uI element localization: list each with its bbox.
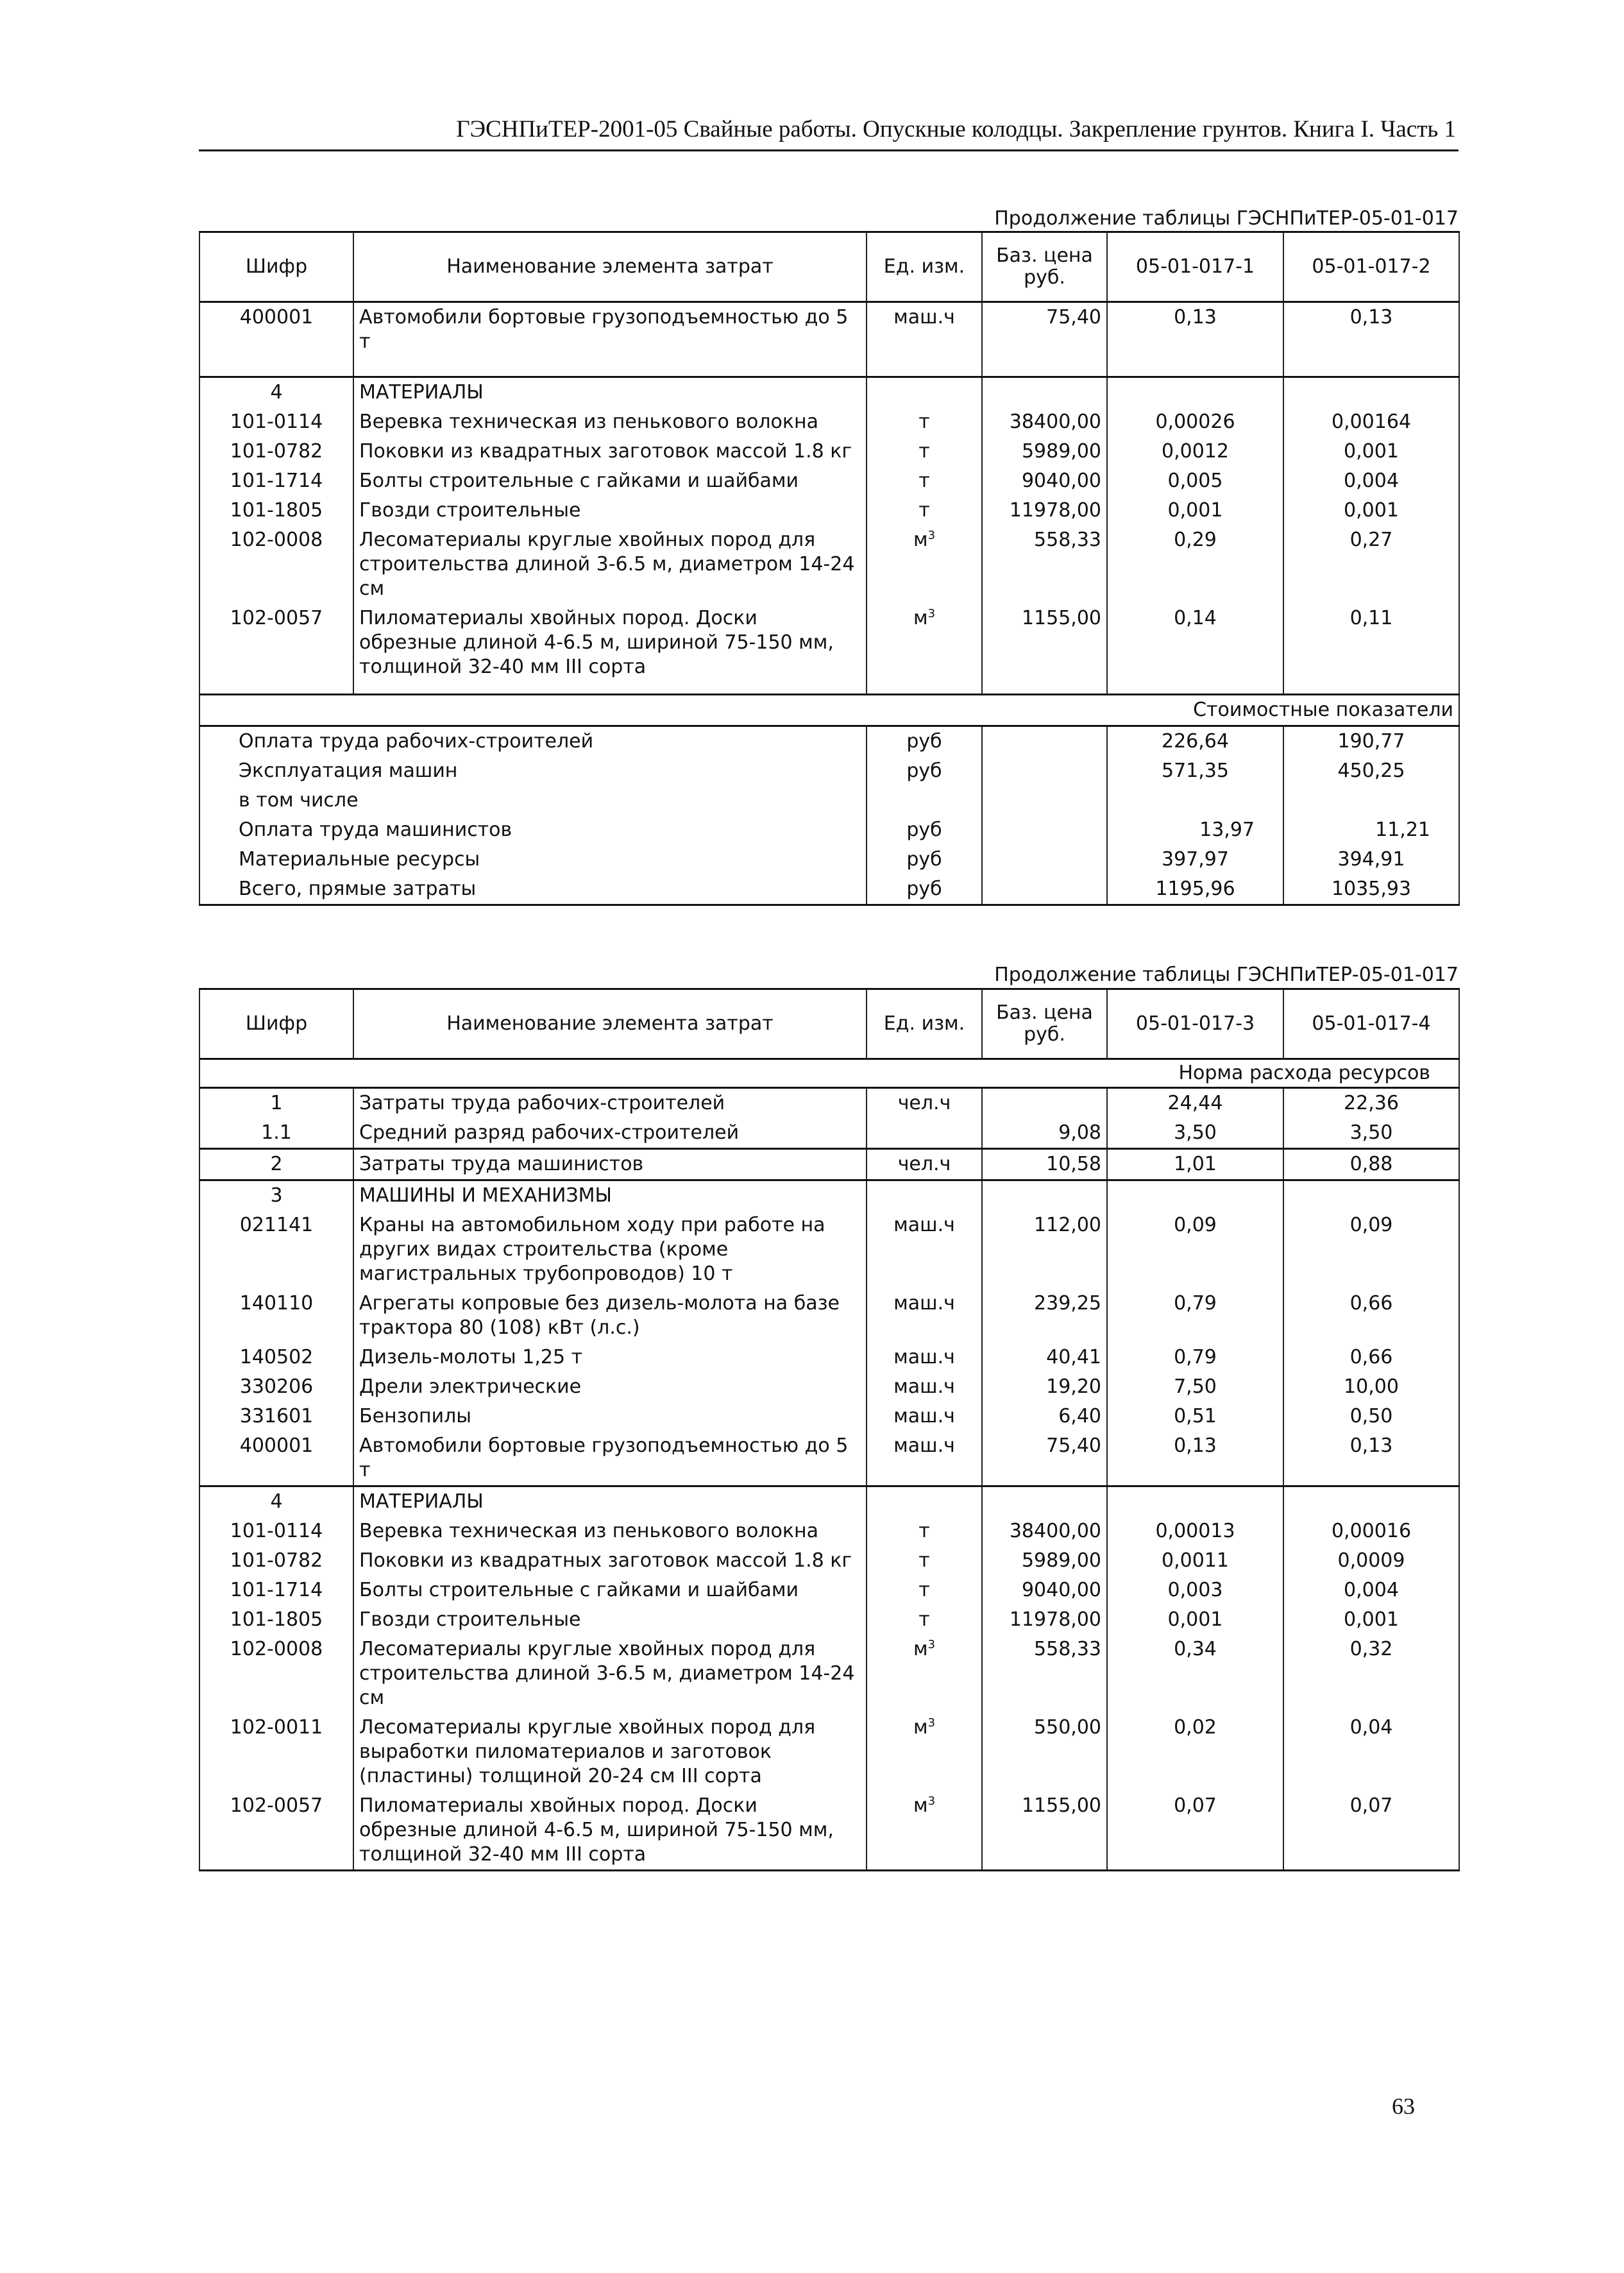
summary-unit: руб bbox=[867, 874, 982, 905]
row-price: 38400,00 bbox=[982, 1517, 1107, 1546]
header-col4: 05-01-017-4 bbox=[1283, 989, 1459, 1059]
row-v2: 0,001 bbox=[1283, 437, 1459, 466]
table1-caption: Продолжение таблицы ГЭСНПиТЕР-05-01-017 bbox=[994, 207, 1459, 230]
row-v2: 0,07 bbox=[1283, 1791, 1459, 1871]
table-row bbox=[199, 1713, 1459, 1791]
row-name: Агрегаты копровые без дизель-молота на базе трактора 80 (108) кВт (л.с.) bbox=[353, 1289, 867, 1343]
row-name: Средний разряд рабочих-строителей bbox=[353, 1118, 867, 1149]
summary-label: Эксплуатация машин bbox=[199, 756, 867, 786]
row-price: 38400,00 bbox=[982, 407, 1107, 437]
row-v1: 0,001 bbox=[1107, 1605, 1283, 1635]
summary-v2: 1035,93 bbox=[1283, 874, 1459, 905]
row-v2: 0,09 bbox=[1283, 1211, 1459, 1289]
row-code: 331601 bbox=[199, 1402, 353, 1431]
row-name: Дрели электрические bbox=[353, 1372, 867, 1402]
summary-title: Стоимостные показатели bbox=[199, 695, 1459, 726]
row-price: 5989,00 bbox=[982, 437, 1107, 466]
unit-text: м bbox=[913, 1716, 928, 1739]
row-unit: т bbox=[867, 1576, 982, 1605]
summary-row bbox=[199, 726, 1459, 757]
summary-label: Оплата труда рабочих-строителей bbox=[199, 726, 867, 757]
table-row bbox=[199, 1211, 1459, 1289]
table-row bbox=[199, 437, 1459, 466]
summary-unit: руб bbox=[867, 726, 982, 757]
row-v1: 0,79 bbox=[1107, 1289, 1283, 1343]
table-row bbox=[199, 1088, 1459, 1119]
row-price: 558,33 bbox=[982, 1635, 1107, 1713]
row-name: Веревка техническая из пенькового волокна bbox=[353, 407, 867, 437]
row-v1: 0,09 bbox=[1107, 1211, 1283, 1289]
row-name: Гвозди строительные bbox=[353, 1605, 867, 1635]
row-price: 40,41 bbox=[982, 1343, 1107, 1372]
row-price: 6,40 bbox=[982, 1402, 1107, 1431]
row-price: 1155,00 bbox=[982, 1791, 1107, 1871]
row-price: 239,25 bbox=[982, 1289, 1107, 1343]
row-name: Болты строительные с гайками и шайбами bbox=[353, 466, 867, 496]
row-code: 330206 bbox=[199, 1372, 353, 1402]
row-unit: маш.ч bbox=[867, 1431, 982, 1486]
row-price: 9,08 bbox=[982, 1118, 1107, 1149]
header-col1: 05-01-017-1 bbox=[1107, 232, 1283, 302]
row-name: Пиломатериалы хвойных пород. Доски обрезные длиной 4-6.5 м, шириной 75-150 мм, толщиной 32-40 мм III сорта bbox=[353, 604, 867, 682]
row-unit bbox=[867, 1118, 982, 1149]
header-code: Шифр bbox=[199, 232, 353, 302]
row-v1: 0,79 bbox=[1107, 1343, 1283, 1372]
row-v1: 0,14 bbox=[1107, 604, 1283, 682]
summary-label: в том числе bbox=[199, 786, 867, 815]
row-v2: 0,0009 bbox=[1283, 1546, 1459, 1576]
row-price: 75,40 bbox=[982, 1431, 1107, 1486]
row-v1: 0,51 bbox=[1107, 1402, 1283, 1431]
row-code: 101-1805 bbox=[199, 1605, 353, 1635]
row-code: 4 bbox=[199, 377, 353, 408]
row-v2: 0,27 bbox=[1283, 525, 1459, 604]
row-unit: $м^3$ bbox=[867, 604, 982, 682]
row-code: 4 bbox=[199, 1486, 353, 1517]
row-code: 102-0008 bbox=[199, 525, 353, 604]
table-row bbox=[199, 525, 1459, 604]
row-name: Поковки из квадратных заготовок массой 1.8 кг bbox=[353, 437, 867, 466]
row-name: Лесоматериалы круглые хвойных пород для выработки пиломатериалов и заготовок (пластины) толщиной 20-24 см III сорта bbox=[353, 1713, 867, 1791]
row-unit: маш.ч bbox=[867, 1211, 982, 1289]
row-price: 9040,00 bbox=[982, 466, 1107, 496]
row-code: 400001 bbox=[199, 302, 353, 377]
row-v1: 0,34 bbox=[1107, 1635, 1283, 1713]
table-row bbox=[199, 496, 1459, 525]
section-title: МАТЕРИАЛЫ bbox=[353, 1486, 867, 1517]
row-v2: 22,36 bbox=[1283, 1088, 1459, 1119]
row-name: Лесоматериалы круглые хвойных пород для строительства длиной 3-6.5 м, диаметром 14-24 см bbox=[353, 1635, 867, 1713]
summary-v2: 450,25 bbox=[1283, 756, 1459, 786]
row-code: 101-0114 bbox=[199, 407, 353, 437]
summary-v2: 394,91 bbox=[1283, 845, 1459, 874]
row-unit: т bbox=[867, 1605, 982, 1635]
row-code: 3 bbox=[199, 1180, 353, 1211]
summary-title-row bbox=[199, 695, 1459, 726]
row-v2: 0,13 bbox=[1283, 302, 1459, 377]
row-price: 10,58 bbox=[982, 1149, 1107, 1180]
row-v2: 0,004 bbox=[1283, 466, 1459, 496]
row-unit: $м^3$ bbox=[867, 1635, 982, 1713]
unit-text: м bbox=[913, 607, 928, 629]
row-v1: 0,00013 bbox=[1107, 1517, 1283, 1546]
row-v2: 0,66 bbox=[1283, 1343, 1459, 1372]
table-row bbox=[199, 1118, 1459, 1149]
row-price: 5989,00 bbox=[982, 1546, 1107, 1576]
row-v2: 3,50 bbox=[1283, 1118, 1459, 1149]
table-row bbox=[199, 1149, 1459, 1180]
row-v2: 0,00016 bbox=[1283, 1517, 1459, 1546]
summary-unit: руб bbox=[867, 756, 982, 786]
table-row bbox=[199, 1635, 1459, 1713]
row-name: Бензопилы bbox=[353, 1402, 867, 1431]
row-unit: т bbox=[867, 437, 982, 466]
row-code: 140502 bbox=[199, 1343, 353, 1372]
table1 bbox=[199, 231, 1460, 906]
row-name: Дизель-молоты 1,25 т bbox=[353, 1343, 867, 1372]
row-v1: 0,001 bbox=[1107, 496, 1283, 525]
summary-label: Всего, прямые затраты bbox=[199, 874, 867, 905]
row-unit: $м^3$ bbox=[867, 1791, 982, 1871]
row-v1: 0,00026 bbox=[1107, 407, 1283, 437]
table-row bbox=[199, 302, 1459, 377]
table1-header-row bbox=[199, 232, 1459, 302]
table-row bbox=[199, 1576, 1459, 1605]
row-unit: т bbox=[867, 466, 982, 496]
row-v2: 0,13 bbox=[1283, 1431, 1459, 1486]
unit-text: м bbox=[913, 1794, 928, 1817]
summary-v1: 397,97 bbox=[1107, 845, 1283, 874]
row-code: 101-0114 bbox=[199, 1517, 353, 1546]
row-price: 11978,00 bbox=[982, 496, 1107, 525]
header-col3: 05-01-017-3 bbox=[1107, 989, 1283, 1059]
summary-label: Оплата труда машинистов bbox=[199, 815, 867, 845]
row-v2: 0,04 bbox=[1283, 1713, 1459, 1791]
row-v1: 0,005 bbox=[1107, 466, 1283, 496]
header-price: Баз. цена руб. bbox=[982, 989, 1107, 1059]
row-unit: маш.ч bbox=[867, 302, 982, 377]
row-v1: 0,13 bbox=[1107, 1431, 1283, 1486]
row-v2: 10,00 bbox=[1283, 1372, 1459, 1402]
row-v1: 3,50 bbox=[1107, 1118, 1283, 1149]
summary-v1: 13,97 bbox=[1107, 815, 1283, 845]
row-unit: $м^3$ bbox=[867, 1713, 982, 1791]
table-row bbox=[199, 407, 1459, 437]
row-code: 1.1 bbox=[199, 1118, 353, 1149]
row-unit: т bbox=[867, 496, 982, 525]
table-row bbox=[199, 466, 1459, 496]
row-name: Веревка техническая из пенькового волокна bbox=[353, 1517, 867, 1546]
row-price: 19,20 bbox=[982, 1372, 1107, 1402]
row-unit: т bbox=[867, 407, 982, 437]
row-name: Гвозди строительные bbox=[353, 496, 867, 525]
row-v1: 0,07 bbox=[1107, 1791, 1283, 1871]
table-row bbox=[199, 1402, 1459, 1431]
row-code: 102-0057 bbox=[199, 1791, 353, 1871]
row-unit: маш.ч bbox=[867, 1343, 982, 1372]
section-row bbox=[199, 377, 1459, 408]
row-name: Затраты труда машинистов bbox=[353, 1149, 867, 1180]
row-v2: 0,001 bbox=[1283, 1605, 1459, 1635]
table-row bbox=[199, 1372, 1459, 1402]
row-unit: $м^3$ bbox=[867, 525, 982, 604]
table2-header-row bbox=[199, 989, 1459, 1059]
header-name: Наименование элемента затрат bbox=[353, 989, 867, 1059]
row-v1: 7,50 bbox=[1107, 1372, 1283, 1402]
section-row bbox=[199, 1180, 1459, 1211]
row-code: 1 bbox=[199, 1088, 353, 1119]
row-price: 9040,00 bbox=[982, 1576, 1107, 1605]
row-code: 102-0008 bbox=[199, 1635, 353, 1713]
row-price: 558,33 bbox=[982, 525, 1107, 604]
row-unit: чел.ч bbox=[867, 1149, 982, 1180]
section-title: МАШИНЫ И МЕХАНИЗМЫ bbox=[353, 1180, 867, 1211]
row-name: Лесоматериалы круглые хвойных пород для строительства длиной 3-6.5 м, диаметром 14-24 см bbox=[353, 525, 867, 604]
table-row bbox=[199, 1791, 1459, 1871]
header-code: Шифр bbox=[199, 989, 353, 1059]
summary-v2: 190,77 bbox=[1283, 726, 1459, 757]
row-name: Поковки из квадратных заготовок массой 1.8 кг bbox=[353, 1546, 867, 1576]
section-row bbox=[199, 1486, 1459, 1517]
row-code: 102-0057 bbox=[199, 604, 353, 682]
summary-row bbox=[199, 786, 1459, 815]
row-code: 101-0782 bbox=[199, 1546, 353, 1576]
table-row bbox=[199, 1431, 1459, 1486]
row-v1: 0,003 bbox=[1107, 1576, 1283, 1605]
row-price: 11978,00 bbox=[982, 1605, 1107, 1635]
unit-text: м bbox=[913, 1638, 928, 1660]
header-unit: Ед. изм. bbox=[867, 232, 982, 302]
row-price bbox=[982, 1088, 1107, 1119]
row-code: 400001 bbox=[199, 1431, 353, 1486]
summary-unit: руб bbox=[867, 815, 982, 845]
row-code: 102-0011 bbox=[199, 1713, 353, 1791]
section-title: МАТЕРИАЛЫ bbox=[353, 377, 867, 408]
row-v2: 0,66 bbox=[1283, 1289, 1459, 1343]
row-name: Краны на автомобильном ходу при работе на других видах строительства (кроме магистральных трубопроводов) 10 т bbox=[353, 1211, 867, 1289]
row-code: 021141 bbox=[199, 1211, 353, 1289]
row-v2: 0,50 bbox=[1283, 1402, 1459, 1431]
row-name: Автомобили бортовые грузоподъемностью до 5 т bbox=[353, 1431, 867, 1486]
header-price: Баз. цена руб. bbox=[982, 232, 1107, 302]
table-row bbox=[199, 1546, 1459, 1576]
header-name: Наименование элемента затрат bbox=[353, 232, 867, 302]
page-header: ГЭСНПиТЕР-2001-05 Свайные работы. Опускные колодцы. Закрепление грунтов. Книга I. Часть 1 bbox=[456, 116, 1456, 142]
row-v2: 0,001 bbox=[1283, 496, 1459, 525]
row-name: Болты строительные с гайками и шайбами bbox=[353, 1576, 867, 1605]
row-price: 550,00 bbox=[982, 1713, 1107, 1791]
row-v1: 0,0011 bbox=[1107, 1546, 1283, 1576]
row-price: 112,00 bbox=[982, 1211, 1107, 1289]
summary-row bbox=[199, 845, 1459, 874]
row-v1: 0,0012 bbox=[1107, 437, 1283, 466]
row-unit: маш.ч bbox=[867, 1402, 982, 1431]
row-v2: 0,00164 bbox=[1283, 407, 1459, 437]
table-row bbox=[199, 1605, 1459, 1635]
row-unit: т bbox=[867, 1546, 982, 1576]
row-unit: т bbox=[867, 1517, 982, 1546]
row-v1: 0,02 bbox=[1107, 1713, 1283, 1791]
row-v2: 0,11 bbox=[1283, 604, 1459, 682]
row-name: Затраты труда рабочих-строителей bbox=[353, 1088, 867, 1119]
table-row bbox=[199, 1343, 1459, 1372]
row-name: Автомобили бортовые грузоподъемностью до 5 т bbox=[353, 302, 867, 377]
header-col2: 05-01-017-2 bbox=[1283, 232, 1459, 302]
row-v1: 24,44 bbox=[1107, 1088, 1283, 1119]
row-code: 2 bbox=[199, 1149, 353, 1180]
row-code: 101-1714 bbox=[199, 466, 353, 496]
table-row bbox=[199, 604, 1459, 682]
summary-row bbox=[199, 815, 1459, 845]
row-v2: 0,32 bbox=[1283, 1635, 1459, 1713]
norm-title: Норма расхода ресурсов bbox=[199, 1059, 1459, 1088]
row-code: 101-1805 bbox=[199, 496, 353, 525]
summary-label: Материальные ресурсы bbox=[199, 845, 867, 874]
row-v1: 0,29 bbox=[1107, 525, 1283, 604]
row-unit: маш.ч bbox=[867, 1289, 982, 1343]
page-number: 63 bbox=[1392, 2093, 1415, 2119]
row-v1: 1,01 bbox=[1107, 1149, 1283, 1180]
unit-text: м bbox=[913, 529, 928, 551]
row-v1: 0,13 bbox=[1107, 302, 1283, 377]
row-price: 75,40 bbox=[982, 302, 1107, 377]
row-code: 101-0782 bbox=[199, 437, 353, 466]
summary-row bbox=[199, 756, 1459, 786]
summary-v1: 226,64 bbox=[1107, 726, 1283, 757]
table2 bbox=[199, 988, 1460, 1871]
row-v2: 0,004 bbox=[1283, 1576, 1459, 1605]
summary-v1: 1195,96 bbox=[1107, 874, 1283, 905]
row-price: 1155,00 bbox=[982, 604, 1107, 682]
table-row bbox=[199, 1289, 1459, 1343]
row-code: 140110 bbox=[199, 1289, 353, 1343]
table-row bbox=[199, 1517, 1459, 1546]
header-rule bbox=[199, 149, 1459, 151]
row-name: Пиломатериалы хвойных пород. Доски обрезные длиной 4-6.5 м, шириной 75-150 мм, толщиной 32-40 мм III сорта bbox=[353, 1791, 867, 1871]
summary-v1: 571,35 bbox=[1107, 756, 1283, 786]
summary-v2: 11,21 bbox=[1283, 815, 1459, 845]
row-unit: чел.ч bbox=[867, 1088, 982, 1119]
row-v2: 0,88 bbox=[1283, 1149, 1459, 1180]
row-unit: маш.ч bbox=[867, 1372, 982, 1402]
norm-title-row bbox=[199, 1059, 1459, 1088]
table2-caption: Продолжение таблицы ГЭСНПиТЕР-05-01-017 bbox=[994, 964, 1459, 986]
summary-row bbox=[199, 874, 1459, 905]
row-code: 101-1714 bbox=[199, 1576, 353, 1605]
summary-unit: руб bbox=[867, 845, 982, 874]
header-unit: Ед. изм. bbox=[867, 989, 982, 1059]
